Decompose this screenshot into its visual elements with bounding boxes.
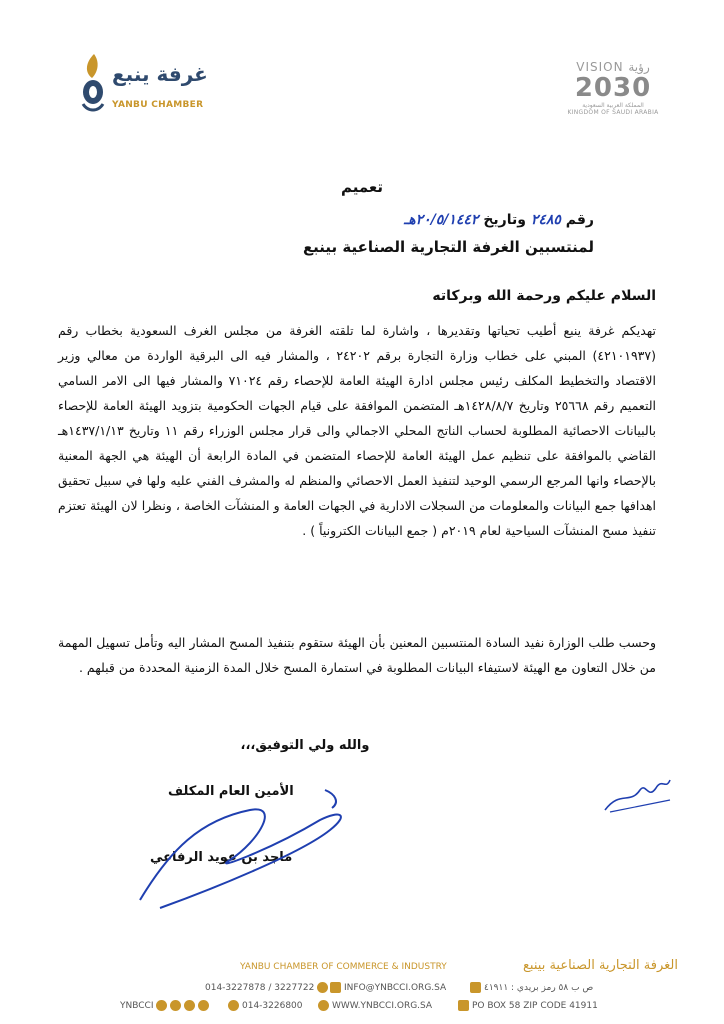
paragraph-2: وحسب طلب الوزارة نفيد السادة المنتسبين المعنين بأن الهيئة ستقوم بتنفيذ المسح المشار اليه وتأمل تسهيل المهمة من خلال التعاون مع الهيئة لاستيفاء البيانات المطلوبة في استمارة المسح خلال المدة الزمنية المحددة من قبلهم . [58, 635, 656, 675]
vision-sub-ar: المملكة العربية السعودية [582, 102, 644, 109]
footer-org-ar: الغرفة التجارية الصناعية بينبع [523, 958, 678, 973]
initials-scribble [600, 770, 690, 820]
footer-org-en: YANBU CHAMBER OF COMMERCE & INDUSTRY [240, 962, 447, 972]
globe-icon [318, 1000, 329, 1011]
ref-number: ٢٤٨٥ [530, 212, 561, 228]
letter-title: تعميم [340, 178, 384, 196]
signer-name: ماجد بن عويد الرفاعي [150, 850, 293, 865]
footer-phone2: 014-3226800 [228, 1000, 303, 1011]
footer-pobox-ar: ص ب ٥٨ رمز بريدي : ٤١٩١١ [470, 982, 593, 993]
org-name-en: YANBU CHAMBER [112, 100, 204, 110]
facebook-icon [198, 1000, 209, 1011]
footer-social[interactable]: YNBCCI [120, 1000, 209, 1011]
footer-phone1: 014-3227878 / 3227722 [205, 982, 328, 993]
mailbox-icon [470, 982, 481, 993]
ref-date-label: وتاريخ [483, 212, 526, 228]
ref-prefix: رقم [565, 212, 594, 228]
ref-date: ٢٠/٥/١٤٤٢هـ [404, 212, 479, 228]
vision-2030-logo [538, 60, 688, 130]
instagram-icon [170, 1000, 181, 1011]
reference-line [404, 212, 594, 228]
vision-sub-en: KINGDOM OF SAUDI ARABIA [567, 109, 659, 116]
closing: والله ولي التوفيق،،، [240, 738, 370, 753]
org-name-ar: غرفة ينبع [112, 62, 208, 86]
greeting: السلام عليكم ورحمة الله وبركاته [432, 288, 656, 304]
snapchat-icon [156, 1000, 167, 1011]
handwritten-signature [110, 780, 370, 920]
vision-label: VISION رؤية [576, 60, 650, 74]
footer-email[interactable]: INFO@YNBCCI.ORG.SA [330, 982, 446, 993]
recipients: لمنتسبين الغرفة التجارية الصناعية بينبع [302, 238, 594, 256]
chamber-logo [78, 52, 208, 122]
phone-icon [317, 982, 328, 993]
signer-title: الأمين العام المكلف [168, 784, 294, 799]
paragraph-1: تهديكم غرفة ينبع أطيب تحياتها وتقديرها ، واشارة لما تلقته الغرفة من مجلس الغرف السعودية بخطاب رقم (٤٢١٠١٩٣٧) المبني على خطاب وزارة التجارة برقم ٢٤٢٠٢ ، والمشار فيه الى البرقية الواردة من معالي وزير الاقتصاد والتخطيط المكلف رئيس مجلس ادارة الهيئة العامة للإحصاء رقم ٧١٠٢٤ والمشار فيها الى الامر السامي التعميم رقم ٢٥٦٦٨ وتاريخ ١٤٢٨/٨/٧هـ المتضمن الموافقة على قيام الجهات الحكومية بتزويد الهيئة العامة للإحصاء بالبيانات الاحصائية المطلوبة لحساب الناتج المحلي الاجمالي والى قرار مجلس الوزراء رقم ١١ وتاريخ ١٤٣٧/١/١٣هـ القاضي بالموافقة على تنظيم عمل الهيئة العامة للإحصاء المتضمن في المادة الرابعة أن الهيئة هي الجهة المعنية بالإحصاء وانها المرجع الرسمي الوحيد لتنفيذ العمل الاحصائي والمنظم له والمشرف الفني عليه ولها في سبيل تحقيق اهدافها جمع البيانات والمعلومات من السجلات الادارية في الجهات العامة و المنشآت الخاصة ، ونظرا لان الهيئة تعتزم تنفيذ مسح المنشآت السياحية لعام ٢٠١٩م ( جمع البيانات الكترونياً ) . [58, 323, 657, 538]
footer-pobox-en: PO BOX 58 ZIP CODE 41911 [458, 1000, 598, 1011]
twitter-icon [184, 1000, 195, 1011]
vision-year: 2030 [574, 73, 652, 103]
chamber-logo-icon [78, 52, 108, 114]
mailbox-icon [458, 1000, 469, 1011]
footer [0, 960, 724, 1024]
footer-website[interactable]: WWW.YNBCCI.ORG.SA [318, 1000, 432, 1011]
phone-icon [228, 1000, 239, 1011]
email-icon [330, 982, 341, 993]
